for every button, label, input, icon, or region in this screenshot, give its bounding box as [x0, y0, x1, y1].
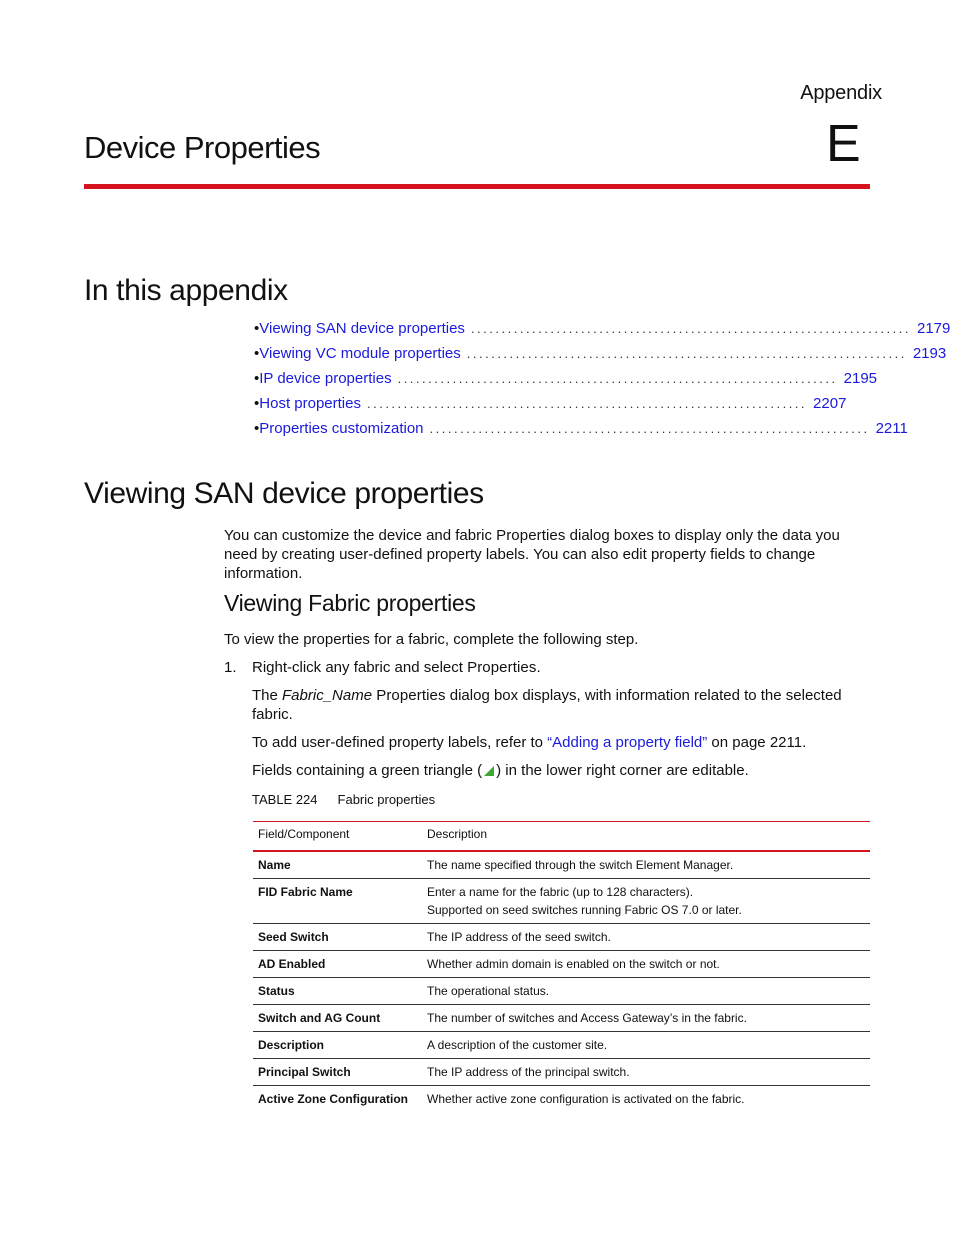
- toc-page[interactable]: 2193: [912, 345, 947, 362]
- step-paragraph: [252, 733, 872, 752]
- ui-term: Properties: [496, 527, 566, 544]
- field-cell: Principal Switch: [253, 1059, 422, 1086]
- step-text: .: [536, 659, 541, 676]
- toc-link[interactable]: IP device properties: [259, 370, 392, 387]
- ui-term: Properties: [376, 687, 446, 704]
- table-row: [253, 1059, 870, 1086]
- description-cell: A description of the customer site.: [422, 1032, 870, 1059]
- green-triangle-icon: [484, 766, 494, 776]
- step-number: 1.: [224, 659, 237, 676]
- in-this-appendix-heading: In this appendix: [84, 274, 288, 307]
- description-cell: The IP address of the seed switch.: [422, 924, 870, 951]
- bullet: •: [254, 345, 260, 362]
- toc-item[interactable]: [254, 395, 847, 420]
- toc-link[interactable]: Viewing SAN device properties: [259, 320, 465, 337]
- toc-item[interactable]: [254, 420, 908, 445]
- description-cell: The number of switches and Access Gateway’s in the fabric.: [422, 1005, 870, 1032]
- fabric-properties-table: [253, 821, 870, 1112]
- title-rule: [84, 184, 870, 189]
- chapter-title: Device Properties: [84, 130, 321, 165]
- step-1: [224, 658, 874, 677]
- cross-reference-link[interactable]: “Adding a property field”: [547, 734, 708, 751]
- toc-page[interactable]: 2211: [875, 420, 908, 437]
- description-line: Enter a name for the fabric (up to 128 characters).: [427, 885, 694, 899]
- field-cell: Switch and AG Count: [253, 1005, 422, 1032]
- step-text: Right-click any fabric and select: [252, 659, 468, 676]
- toc-leader: ........................................................................: [470, 321, 911, 336]
- column-header: Field/Component: [253, 822, 422, 852]
- field-cell: Description: [253, 1032, 422, 1059]
- bullet: •: [254, 320, 260, 337]
- step-paragraph: [252, 761, 872, 780]
- description-cell: [422, 879, 870, 924]
- text: dialog box displays, with information related to the selected fabric.: [252, 687, 842, 723]
- column-header: Description: [422, 822, 870, 852]
- description-cell: The operational status.: [422, 978, 870, 1005]
- bullet: •: [254, 395, 260, 412]
- toc-link[interactable]: Viewing VC module properties: [259, 345, 461, 362]
- field-cell: FID Fabric Name: [253, 879, 422, 924]
- field-cell: Seed Switch: [253, 924, 422, 951]
- table-row: [253, 924, 870, 951]
- bullet: •: [254, 420, 260, 437]
- table-header-row: [253, 822, 870, 852]
- intro-text: dialog boxes to display only the data you need by creating user-defined property labels. You can also edit property fields to change information.: [224, 527, 840, 582]
- toc-item[interactable]: [254, 320, 951, 345]
- ui-term: Properties: [467, 659, 537, 676]
- description-cell: The name specified through the switch Element Manager.: [422, 851, 870, 879]
- toc-leader: ........................................................................: [466, 346, 907, 361]
- lead-text: To view the properties for a fabric, complete the following step.: [224, 631, 639, 648]
- table-title: Fabric properties: [337, 792, 436, 807]
- intro-text: You can customize the device and fabric: [224, 527, 497, 544]
- table-row: [253, 851, 870, 879]
- text: ) in the lower right corner are editable.: [496, 762, 749, 779]
- description-line: Supported on seed switches running Fabric OS 7.0 or later.: [427, 903, 742, 917]
- text: To add user-defined property labels, refer to: [252, 734, 548, 751]
- toc-leader: ........................................................................: [397, 371, 838, 386]
- description-cell: Whether admin domain is enabled on the switch or not.: [422, 951, 870, 978]
- description-cell: Whether active zone configuration is activated on the fabric.: [427, 1092, 745, 1106]
- toc-leader: ........................................................................: [366, 396, 808, 411]
- toc-item[interactable]: [254, 370, 878, 395]
- bullet: •: [254, 370, 260, 387]
- section-intro: [224, 526, 874, 583]
- field-cell: Active Zone Configuration: [258, 1092, 408, 1106]
- appendix-letter: E: [826, 115, 861, 173]
- toc-page[interactable]: 2179: [917, 320, 951, 337]
- table-row: [253, 1086, 870, 1113]
- toc-item[interactable]: [254, 345, 947, 370]
- table-number: TABLE 224: [252, 792, 318, 807]
- table-row: [253, 951, 870, 978]
- field-cell: Status: [253, 978, 422, 1005]
- table-row: [253, 978, 870, 1005]
- toc-page[interactable]: 2207: [813, 395, 847, 412]
- text: on page 2211.: [707, 734, 807, 751]
- toc-leader: ........................................................................: [429, 421, 870, 436]
- table-caption: [252, 792, 435, 807]
- table-row: [253, 1032, 870, 1059]
- toc-list: [254, 320, 951, 445]
- table-row: [253, 879, 870, 924]
- appendix-label: Appendix: [800, 82, 882, 104]
- toc-page[interactable]: 2195: [843, 370, 878, 387]
- table-row: [253, 1005, 870, 1032]
- italic-term: Fabric_Name: [282, 687, 373, 704]
- field-cell: AD Enabled: [253, 951, 422, 978]
- field-cell: Name: [253, 851, 422, 879]
- step-paragraph: [252, 686, 872, 724]
- text: Fields containing a green triangle (: [252, 762, 483, 779]
- section-heading: Viewing SAN device properties: [84, 477, 484, 510]
- toc-link[interactable]: Host properties: [259, 395, 361, 412]
- text: The: [252, 687, 283, 704]
- description-cell: The IP address of the principal switch.: [422, 1059, 870, 1086]
- toc-link[interactable]: Properties customization: [259, 420, 424, 437]
- subsection-heading: Viewing Fabric properties: [224, 590, 476, 616]
